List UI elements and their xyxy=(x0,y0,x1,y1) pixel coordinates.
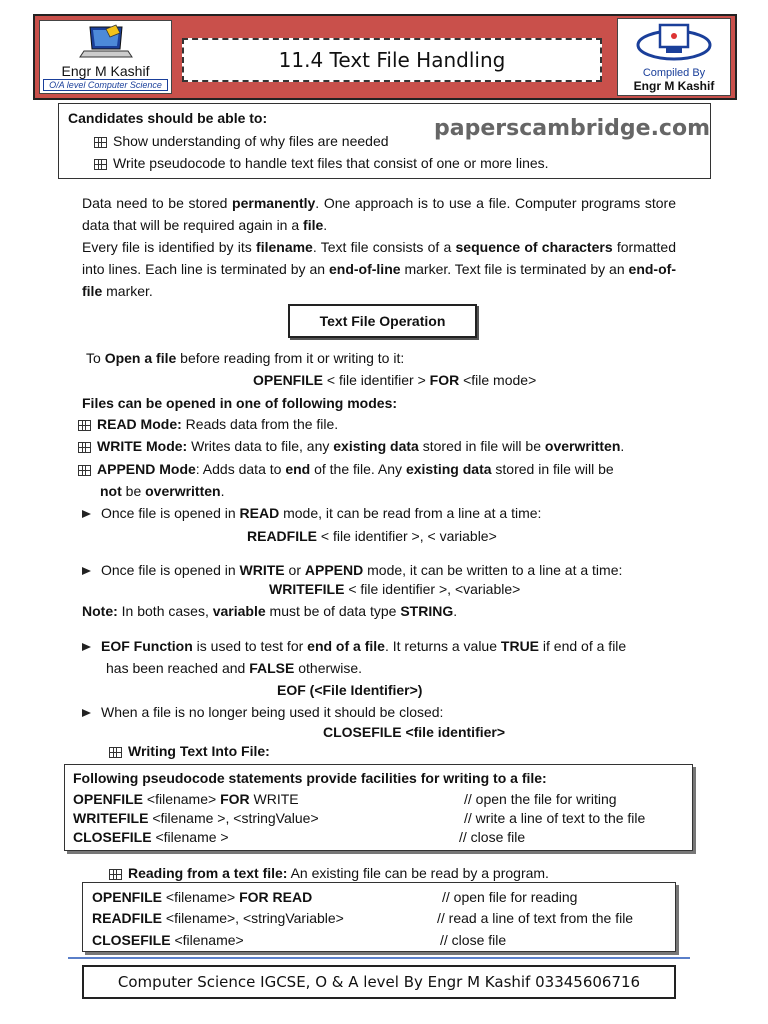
page-title: 11.4 Text File Handling xyxy=(182,38,602,82)
objective-item xyxy=(94,155,549,171)
note-text: Note: In both cases, variable must be of data type STRING. xyxy=(82,603,458,619)
code-row: OPENFILE <filename> FOR READ xyxy=(92,889,313,905)
logo-left-subtitle: O/A level Computer Science xyxy=(43,79,168,91)
grid-bullet-icon xyxy=(94,137,107,148)
objectives-heading: Candidates should be able to: xyxy=(68,110,268,126)
code-comment: // write a line of text to the file xyxy=(464,810,646,826)
objective-text: Write pseudocode to handle text files that consist of one or more lines. xyxy=(113,155,549,171)
reading-text: Reading from a text file: An existing file can be read by a program. xyxy=(109,865,549,881)
readfile-text: Once file is opened in READ mode, it can be read from a line at a time: xyxy=(82,505,541,521)
arrow-bullet-icon xyxy=(82,709,91,718)
section-title: Text File Operation xyxy=(288,304,477,338)
compiled-by-label: Compiled By xyxy=(642,67,706,79)
author-logo-left xyxy=(39,20,172,94)
intro-paragraph-2: Every file is identified by its filename. Text file consists of a sequence of characters formatted into lines. Each line is terminated by an end-of-line marker. Text file is terminated by an end-of-file marker. xyxy=(82,239,676,299)
write-mode-item: WRITE Mode: Writes data to file, any existing data stored in file will be overwritten. xyxy=(78,438,624,454)
grid-bullet-icon xyxy=(94,159,107,170)
code-comment: // open file for reading xyxy=(442,889,578,905)
close-text: When a file is no longer being used it should be closed: xyxy=(82,704,443,720)
closefile-syntax: CLOSEFILE <file identifier> xyxy=(323,724,506,740)
objective-text: Show understanding of why files are needed xyxy=(113,133,389,149)
code-row: CLOSEFILE <filename > xyxy=(73,829,229,845)
code-comment: // close file xyxy=(440,932,507,948)
code-row: CLOSEFILE <filename> xyxy=(92,932,244,948)
openfile-syntax: OPENFILE < file identifier > FOR <file mode> xyxy=(253,372,537,388)
eof-text-continued: has been reached and FALSE otherwise. xyxy=(106,660,363,676)
readfile-syntax: READFILE < file identifier >, < variable> xyxy=(247,528,497,544)
arrow-bullet-icon xyxy=(82,567,91,576)
grid-bullet-icon xyxy=(78,442,91,453)
watermark: paperscambridge.com xyxy=(434,116,711,141)
eof-text: EOF Function is used to test for end of a file. It returns a value TRUE if end of a file xyxy=(82,638,626,654)
writefile-text: Once file is opened in WRITE or APPEND mode, it can be written to a line at a time: xyxy=(82,562,622,578)
grid-bullet-icon xyxy=(109,747,122,758)
code-row: WRITEFILE <filename >, <stringValue> xyxy=(73,810,319,826)
read-mode-item: READ Mode: Reads data from the file. xyxy=(78,416,338,432)
code-row: READFILE <filename>, <stringVariable> xyxy=(92,910,344,926)
code-row: OPENFILE <filename> FOR WRITE xyxy=(73,791,299,807)
write-box-heading: Following pseudocode statements provide facilities for writing to a file: xyxy=(73,770,547,786)
modes-heading: Files can be opened in one of following modes: xyxy=(82,395,398,411)
open-file-text: To Open a file before reading from it or writing to it: xyxy=(86,350,405,366)
eof-syntax: EOF (<File Identifier>) xyxy=(277,682,423,698)
footer: Computer Science IGCSE, O & A level By Engr M Kashif 03345606716 xyxy=(82,965,676,999)
footer-divider xyxy=(68,957,690,959)
code-comment: // open the file for writing xyxy=(464,791,617,807)
compiled-by-name: Engr M Kashif xyxy=(633,79,715,93)
objective-item xyxy=(94,133,389,149)
code-comment: // read a line of text from the file xyxy=(437,910,634,926)
logo-left-name: Engr M Kashif xyxy=(61,63,150,79)
grid-bullet-icon xyxy=(78,420,91,431)
append-mode-continued: not be overwritten. xyxy=(100,483,225,499)
compiled-by-logo xyxy=(617,18,731,96)
append-mode-item: APPEND Mode: Adds data to end of the file. Any existing data stored in file will be xyxy=(78,461,614,477)
grid-bullet-icon xyxy=(78,465,91,476)
arrow-bullet-icon xyxy=(82,510,91,519)
computer-icon xyxy=(634,21,714,67)
arrow-bullet-icon xyxy=(82,643,91,652)
laptop-icon xyxy=(76,23,136,63)
grid-bullet-icon xyxy=(109,869,122,880)
writefile-syntax: WRITEFILE < file identifier >, <variable> xyxy=(269,581,521,597)
code-comment: // close file xyxy=(459,829,526,845)
intro-paragraph-1: Data need to be stored permanently. One approach is to use a file. Computer programs store data that will be required again in a file. xyxy=(82,195,677,233)
writing-heading: Writing Text Into File: xyxy=(109,743,270,759)
